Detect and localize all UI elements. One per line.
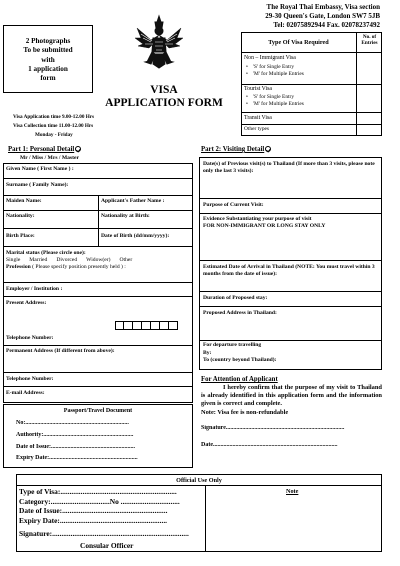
marital-status: [6, 250, 190, 271]
official-signature[interactable]: Signature:..........................................................................: [19, 530, 189, 538]
tourist-single: • 'S' for Single Entry: [244, 94, 354, 101]
profession-label: Profession ( Please specify position presently held ) :: [6, 264, 126, 271]
marital-married[interactable]: Married: [29, 256, 48, 263]
passport-heading: Passport/Travel Document: [63, 408, 133, 414]
collection-days: Monday - Friday: [35, 132, 73, 139]
marital-widower[interactable]: Widow(er): [86, 256, 111, 263]
previous-visits-label: Date(s) of Previous visit(s) to Thailand (If more than 3 visits, please note only the last 3 visits):: [203, 161, 375, 174]
tourist-multiple: • 'M' for Multiple Entries: [244, 101, 354, 108]
attention-text: I hereby confirm that the purpose of my visit to Thailand is already identified in this application form and the information given is correct and complete.: [201, 384, 382, 407]
applicant-signature[interactable]: Signature...............................................................................: [201, 425, 345, 431]
official-category[interactable]: Category:................................No ................................: [19, 496, 180, 506]
photo-line-5: form: [40, 74, 56, 83]
application-time: Visa Application time 9.00-12.00 Hrs: [13, 114, 95, 120]
telephone-label: Telephone Number:: [6, 335, 54, 341]
part1-heading: Part 1: Personal Detail: [8, 146, 81, 154]
marital-divorced[interactable]: Divorced: [56, 256, 78, 263]
official-expiry[interactable]: Expiry Date:..........................................................: [19, 515, 168, 525]
non-immigrant-visa: Non – Immigrant Visa • 'S' for Single Entry • 'M' for Multiple Entries: [244, 55, 354, 77]
present-address-label: Present Address:: [6, 300, 47, 306]
embassy-address: 29-30 Queen's Gate, London SW7 5JB: [265, 12, 380, 21]
tourist-visa: Tourist Visa • 'S' for Single Entry • 'M' for Multiple Entries: [244, 86, 354, 107]
telephone2-label: Telephone Number:: [6, 376, 54, 382]
part2-heading: Part 2: Visiting Detail: [201, 146, 271, 154]
photo-line-4: 1 application: [28, 65, 68, 74]
permanent-address-label: Permanent Address (If different from above):: [6, 348, 115, 354]
garuda-emblem-icon: [135, 14, 183, 70]
embassy-header: [265, 3, 380, 30]
other-visa-types: Other types: [244, 126, 270, 132]
departure-label: For departure travelling By: To (country beyond Thailand):: [203, 342, 277, 364]
marital-other[interactable]: Other: [119, 256, 133, 263]
official-issue[interactable]: Date of Issue:.........................................................: [19, 506, 168, 516]
consular-officer: Consular Officer: [80, 541, 134, 550]
check-circle-icon: [75, 146, 81, 152]
entries-header: No. of Entries: [361, 34, 378, 47]
photo-line-3: with: [41, 55, 55, 64]
maiden-name-label: Maiden Name:: [6, 198, 42, 204]
official-type[interactable]: Type of Visa:...............................................................: [19, 487, 177, 496]
surname-label: Surname ( Family Name):: [6, 182, 69, 188]
employer-label: Employer / Institution :: [6, 286, 63, 292]
nationality-birth-label: Nationality at Birth:: [101, 213, 150, 219]
title-application-form: APPLICATION FORM: [105, 97, 223, 110]
application-times: [13, 113, 94, 140]
passport-no[interactable]: No:.....................................................................: [16, 420, 129, 426]
embassy-name: The Royal Thai Embassy, Visa section: [266, 3, 380, 11]
purpose-label: Purpose of Current Visit:: [203, 202, 264, 208]
evidence-label: Evidence Substantiating your purpose of visit FOR NON-IMMIGRANT OR LONG STAY ONLY: [203, 216, 326, 229]
attention-note: Note: Visa fee is non-refundable: [201, 409, 289, 416]
passport-issue-date[interactable]: Date of Issue:........................................................: [16, 444, 135, 450]
form-title: [96, 84, 232, 110]
duration-label: Duration of Proposed stay:: [203, 295, 268, 301]
visa-type-header: Type Of Visa Required: [268, 39, 329, 46]
birth-place-label: Birth Place:: [6, 233, 35, 239]
collection-time: Visa Collection time 11.00-12.00 Hrs: [13, 123, 94, 130]
passport-expiry-date[interactable]: Expiry Date:...........................................................: [16, 455, 138, 461]
passport-authority[interactable]: Authority:............................................................: [16, 432, 134, 438]
photo-line-1: 2 Photographs: [25, 37, 71, 45]
non-immigrant-multiple: • 'M' for Multiple Entries: [244, 71, 354, 78]
photo-line-2: To be submitted: [23, 46, 73, 55]
given-name-label: Given Name ( First Name ) :: [6, 166, 74, 172]
check-circle-icon: [265, 146, 271, 152]
title-visa: VISA: [150, 84, 178, 96]
official-note: Note: [286, 488, 299, 495]
photo-box: [3, 25, 93, 93]
title-options: Mr / Miss / Mrs / Master: [20, 155, 79, 161]
marital-single[interactable]: Single: [6, 256, 21, 263]
email-label: E-mail Address:: [6, 390, 45, 396]
official-heading: Official Use Only: [176, 477, 222, 484]
father-name-label: Applicant's Father Name :: [101, 198, 165, 204]
nationality-label: Nationality:: [6, 213, 35, 219]
telephone-digit-boxes[interactable]: [115, 321, 178, 330]
official-fields: [19, 487, 203, 526]
dob-label: Date of Birth (dd/mm/yyyy):: [101, 233, 170, 239]
transit-visa: Transit Visa: [244, 115, 272, 121]
embassy-contact: Tel: 02075892944 Fax. 02078237492: [273, 21, 380, 30]
proposed-address-label: Proposed Address in Thailand:: [203, 310, 277, 316]
arrival-label: Estimated Date of Arrival in Thailand (NOTE: You must travel within 3 months from the date of issue):: [203, 264, 375, 277]
applicant-date[interactable]: Date...................................................................................: [201, 442, 338, 448]
attention-heading: For Attention of Applicant: [201, 376, 278, 383]
non-immigrant-single: • 'S' for Single Entry: [244, 64, 354, 71]
marital-status-label: Marital status (Please circle one):: [6, 250, 86, 256]
